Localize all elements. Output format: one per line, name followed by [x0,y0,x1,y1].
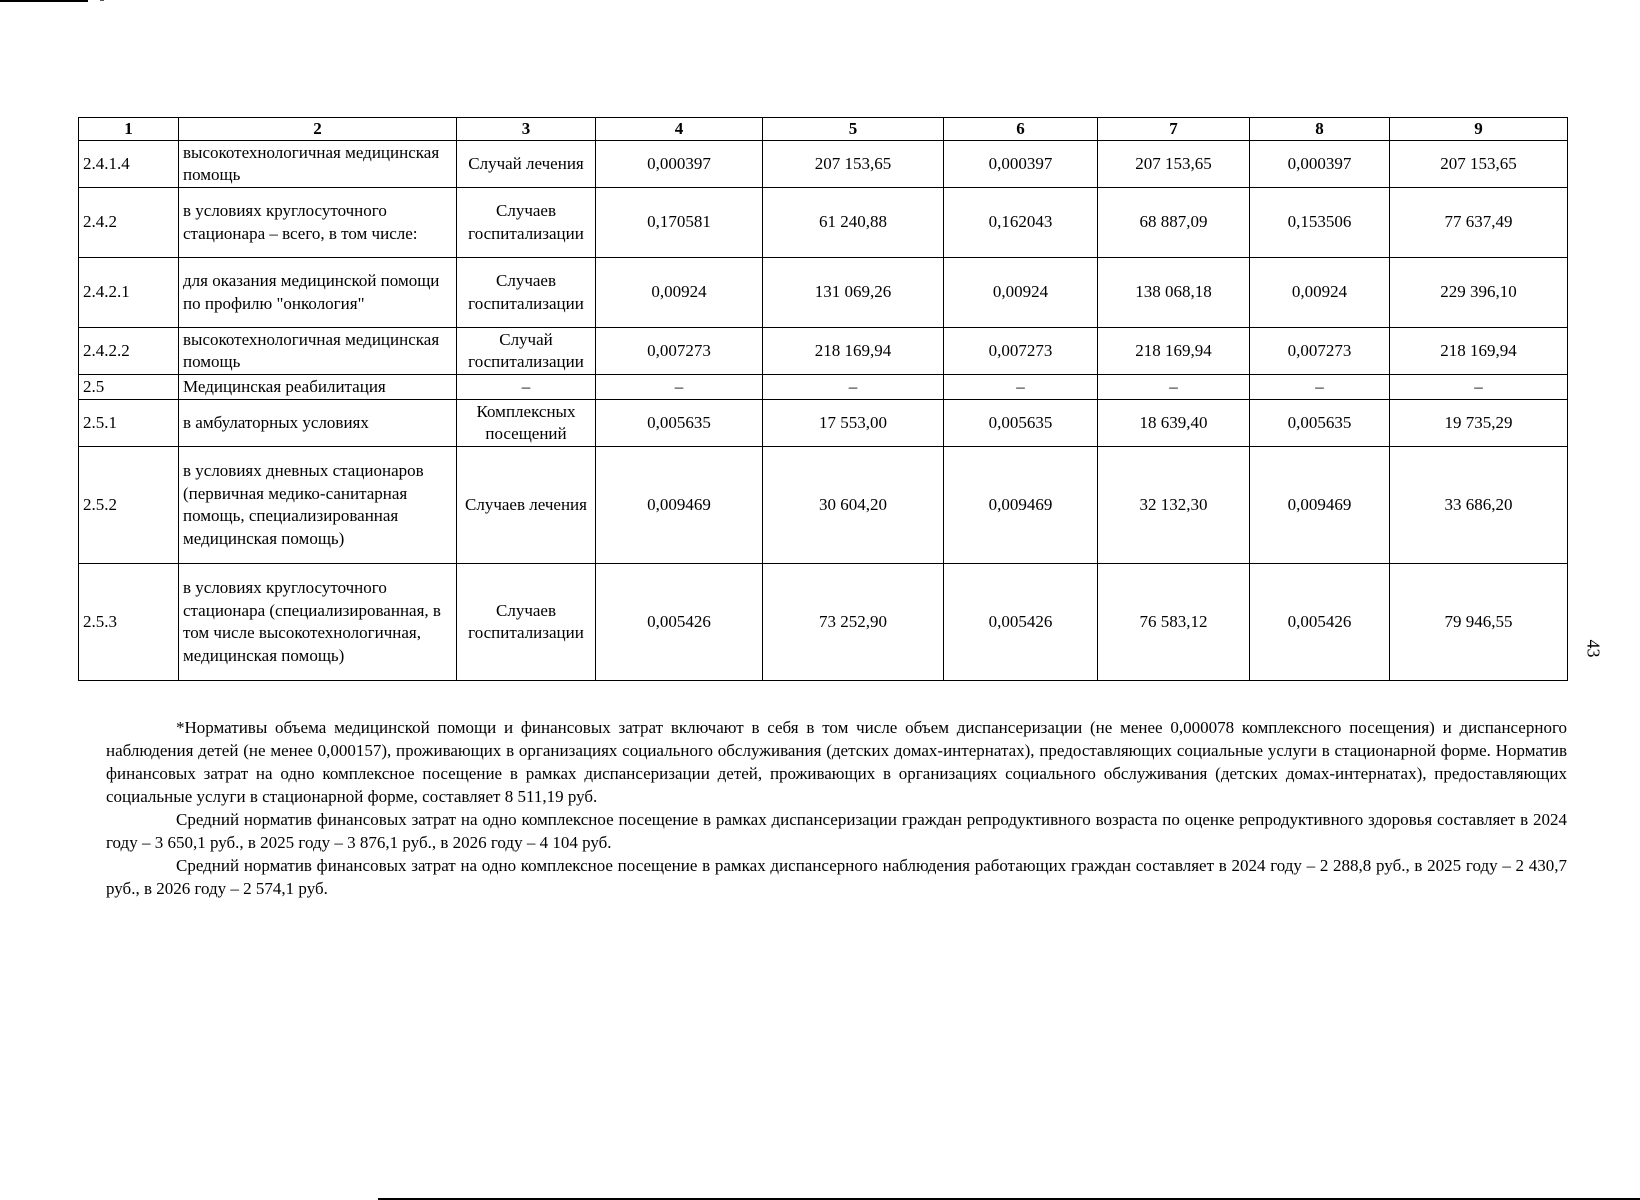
row-code: 2.4.2.1 [79,258,179,328]
cell-cost-2024: 131 069,26 [763,258,944,328]
table-row [79,258,1568,328]
row-name: в амбулаторных условиях [179,400,457,447]
column-header: 6 [944,118,1098,141]
scan-edge-line-top [0,0,88,2]
cell-cost-2024: 17 553,00 [763,400,944,447]
cell-cost-2026: 218 169,94 [1390,328,1568,375]
row-name: для оказания медицинской помощи по профилю "онкология" [179,258,457,328]
cell-cost-2024: 73 252,90 [763,564,944,681]
cell-volume-2024: 0,007273 [596,328,763,375]
cell-volume-2026: 0,005635 [1250,400,1390,447]
table-row [79,328,1568,375]
page-number: 43 [1583,639,1604,658]
cell-cost-2024: – [763,375,944,400]
cell-cost-2024: 207 153,65 [763,141,944,188]
cell-volume-2024: 0,005635 [596,400,763,447]
table-row [79,564,1568,681]
cell-volume-2026: 0,153506 [1250,188,1390,258]
row-name: в условиях дневных стационаров (первичная медико-санитарная помощь, специализированная медицинская помощь) [179,447,457,564]
row-unit: Случаев госпитализации [457,258,596,328]
cell-volume-2025: 0,005426 [944,564,1098,681]
norms-table [78,117,1568,681]
table-row [79,375,1568,400]
row-name: высокотехнологичная медицинская помощь [179,141,457,188]
table-row [79,447,1568,564]
column-header: 8 [1250,118,1390,141]
row-code: 2.4.2.2 [79,328,179,375]
cell-volume-2024: 0,170581 [596,188,763,258]
cell-cost-2026: 19 735,29 [1390,400,1568,447]
cell-volume-2026: – [1250,375,1390,400]
column-header: 4 [596,118,763,141]
cell-volume-2025: 0,000397 [944,141,1098,188]
cell-cost-2024: 30 604,20 [763,447,944,564]
cell-volume-2025: 0,007273 [944,328,1098,375]
row-name: в условиях круглосуточного стационара – всего, в том числе: [179,188,457,258]
cell-volume-2025: 0,009469 [944,447,1098,564]
cell-cost-2025: 32 132,30 [1098,447,1250,564]
cell-volume-2024: 0,005426 [596,564,763,681]
table-header-row [79,118,1568,141]
column-header: 9 [1390,118,1568,141]
cell-volume-2025: 0,162043 [944,188,1098,258]
column-header: 1 [79,118,179,141]
cell-cost-2024: 61 240,88 [763,188,944,258]
footnote-paragraph: Средний норматив финансовых затрат на одно комплексное посещение в рамках диспансерного наблюдения работающих граждан составляет в 2024 году – 2 288,8 руб., в 2025 году – 2 430,7 руб., в 2026 году – 2 574,1 руб. [106,856,1567,898]
cell-cost-2026: 207 153,65 [1390,141,1568,188]
column-header: 7 [1098,118,1250,141]
row-name: высокотехнологичная медицинская помощь [179,328,457,375]
cell-cost-2025: 18 639,40 [1098,400,1250,447]
cell-cost-2026: – [1390,375,1568,400]
cell-volume-2026: 0,009469 [1250,447,1390,564]
cell-volume-2026: 0,005426 [1250,564,1390,681]
table-row [79,188,1568,258]
cell-volume-2026: 0,00924 [1250,258,1390,328]
cell-volume-2025: – [944,375,1098,400]
cell-cost-2026: 77 637,49 [1390,188,1568,258]
row-name: Медицинская реабилитация [179,375,457,400]
row-unit: Случаев госпитализации [457,188,596,258]
cell-cost-2025: 68 887,09 [1098,188,1250,258]
footnote-paragraph: Средний норматив финансовых затрат на одно комплексное посещение в рамках диспансеризации граждан репродуктивного возраста по оценке репродуктивного здоровья составляет в 2024 году – 3 650,1 руб., в 2025 году – 3 876,1 руб., в 2026 году – 4 104 руб. [106,810,1567,852]
column-header: 2 [179,118,457,141]
table-row [79,141,1568,188]
row-code: 2.5 [79,375,179,400]
row-code: 2.4.2 [79,188,179,258]
footnote-paragraph: *Нормативы объема медицинской помощи и финансовых затрат включают в себя в том числе объем диспансеризации (не менее 0,000078 комплексного посещения) и диспансерного наблюдения детей (не менее 0,000157), проживающих в организациях социального обслуживания (детских домах-интернатах), предоставляющих социальные услуги в стационарной форме. Норматив финансовых затрат на одно комплексное посещение в рамках диспансеризации детей, проживающих в организациях социального обслуживания (детских домах-интернатах), предоставляющих социальные услуги в стационарной форме, составляет 8 511,19 руб. [106,718,1567,806]
row-name: в условиях круглосуточного стационара (специализированная, в том числе высокотехнологичная, медицинская помощь) [179,564,457,681]
cell-cost-2024: 218 169,94 [763,328,944,375]
cell-volume-2024: – [596,375,763,400]
row-code: 2.5.2 [79,447,179,564]
row-unit: Случаев лечения [457,447,596,564]
cell-volume-2024: 0,000397 [596,141,763,188]
cell-volume-2025: 0,00924 [944,258,1098,328]
cell-cost-2025: 218 169,94 [1098,328,1250,375]
cell-volume-2026: 0,007273 [1250,328,1390,375]
cell-volume-2025: 0,005635 [944,400,1098,447]
row-code: 2.5.3 [79,564,179,681]
row-unit: Случай госпитализации [457,328,596,375]
cell-cost-2025: – [1098,375,1250,400]
cell-cost-2026: 33 686,20 [1390,447,1568,564]
row-code: 2.5.1 [79,400,179,447]
cell-cost-2026: 229 396,10 [1390,258,1568,328]
cell-cost-2025: 76 583,12 [1098,564,1250,681]
column-header: 5 [763,118,944,141]
cell-volume-2024: 0,00924 [596,258,763,328]
row-unit: Комплексных посещений [457,400,596,447]
cell-volume-2024: 0,009469 [596,447,763,564]
table-row [79,400,1568,447]
row-unit: Случай лечения [457,141,596,188]
cell-volume-2026: 0,000397 [1250,141,1390,188]
cell-cost-2026: 79 946,55 [1390,564,1568,681]
column-header: 3 [457,118,596,141]
footnotes [106,716,1567,900]
cell-cost-2025: 207 153,65 [1098,141,1250,188]
row-unit: – [457,375,596,400]
cell-cost-2025: 138 068,18 [1098,258,1250,328]
row-code: 2.4.1.4 [79,141,179,188]
row-unit: Случаев госпитализации [457,564,596,681]
